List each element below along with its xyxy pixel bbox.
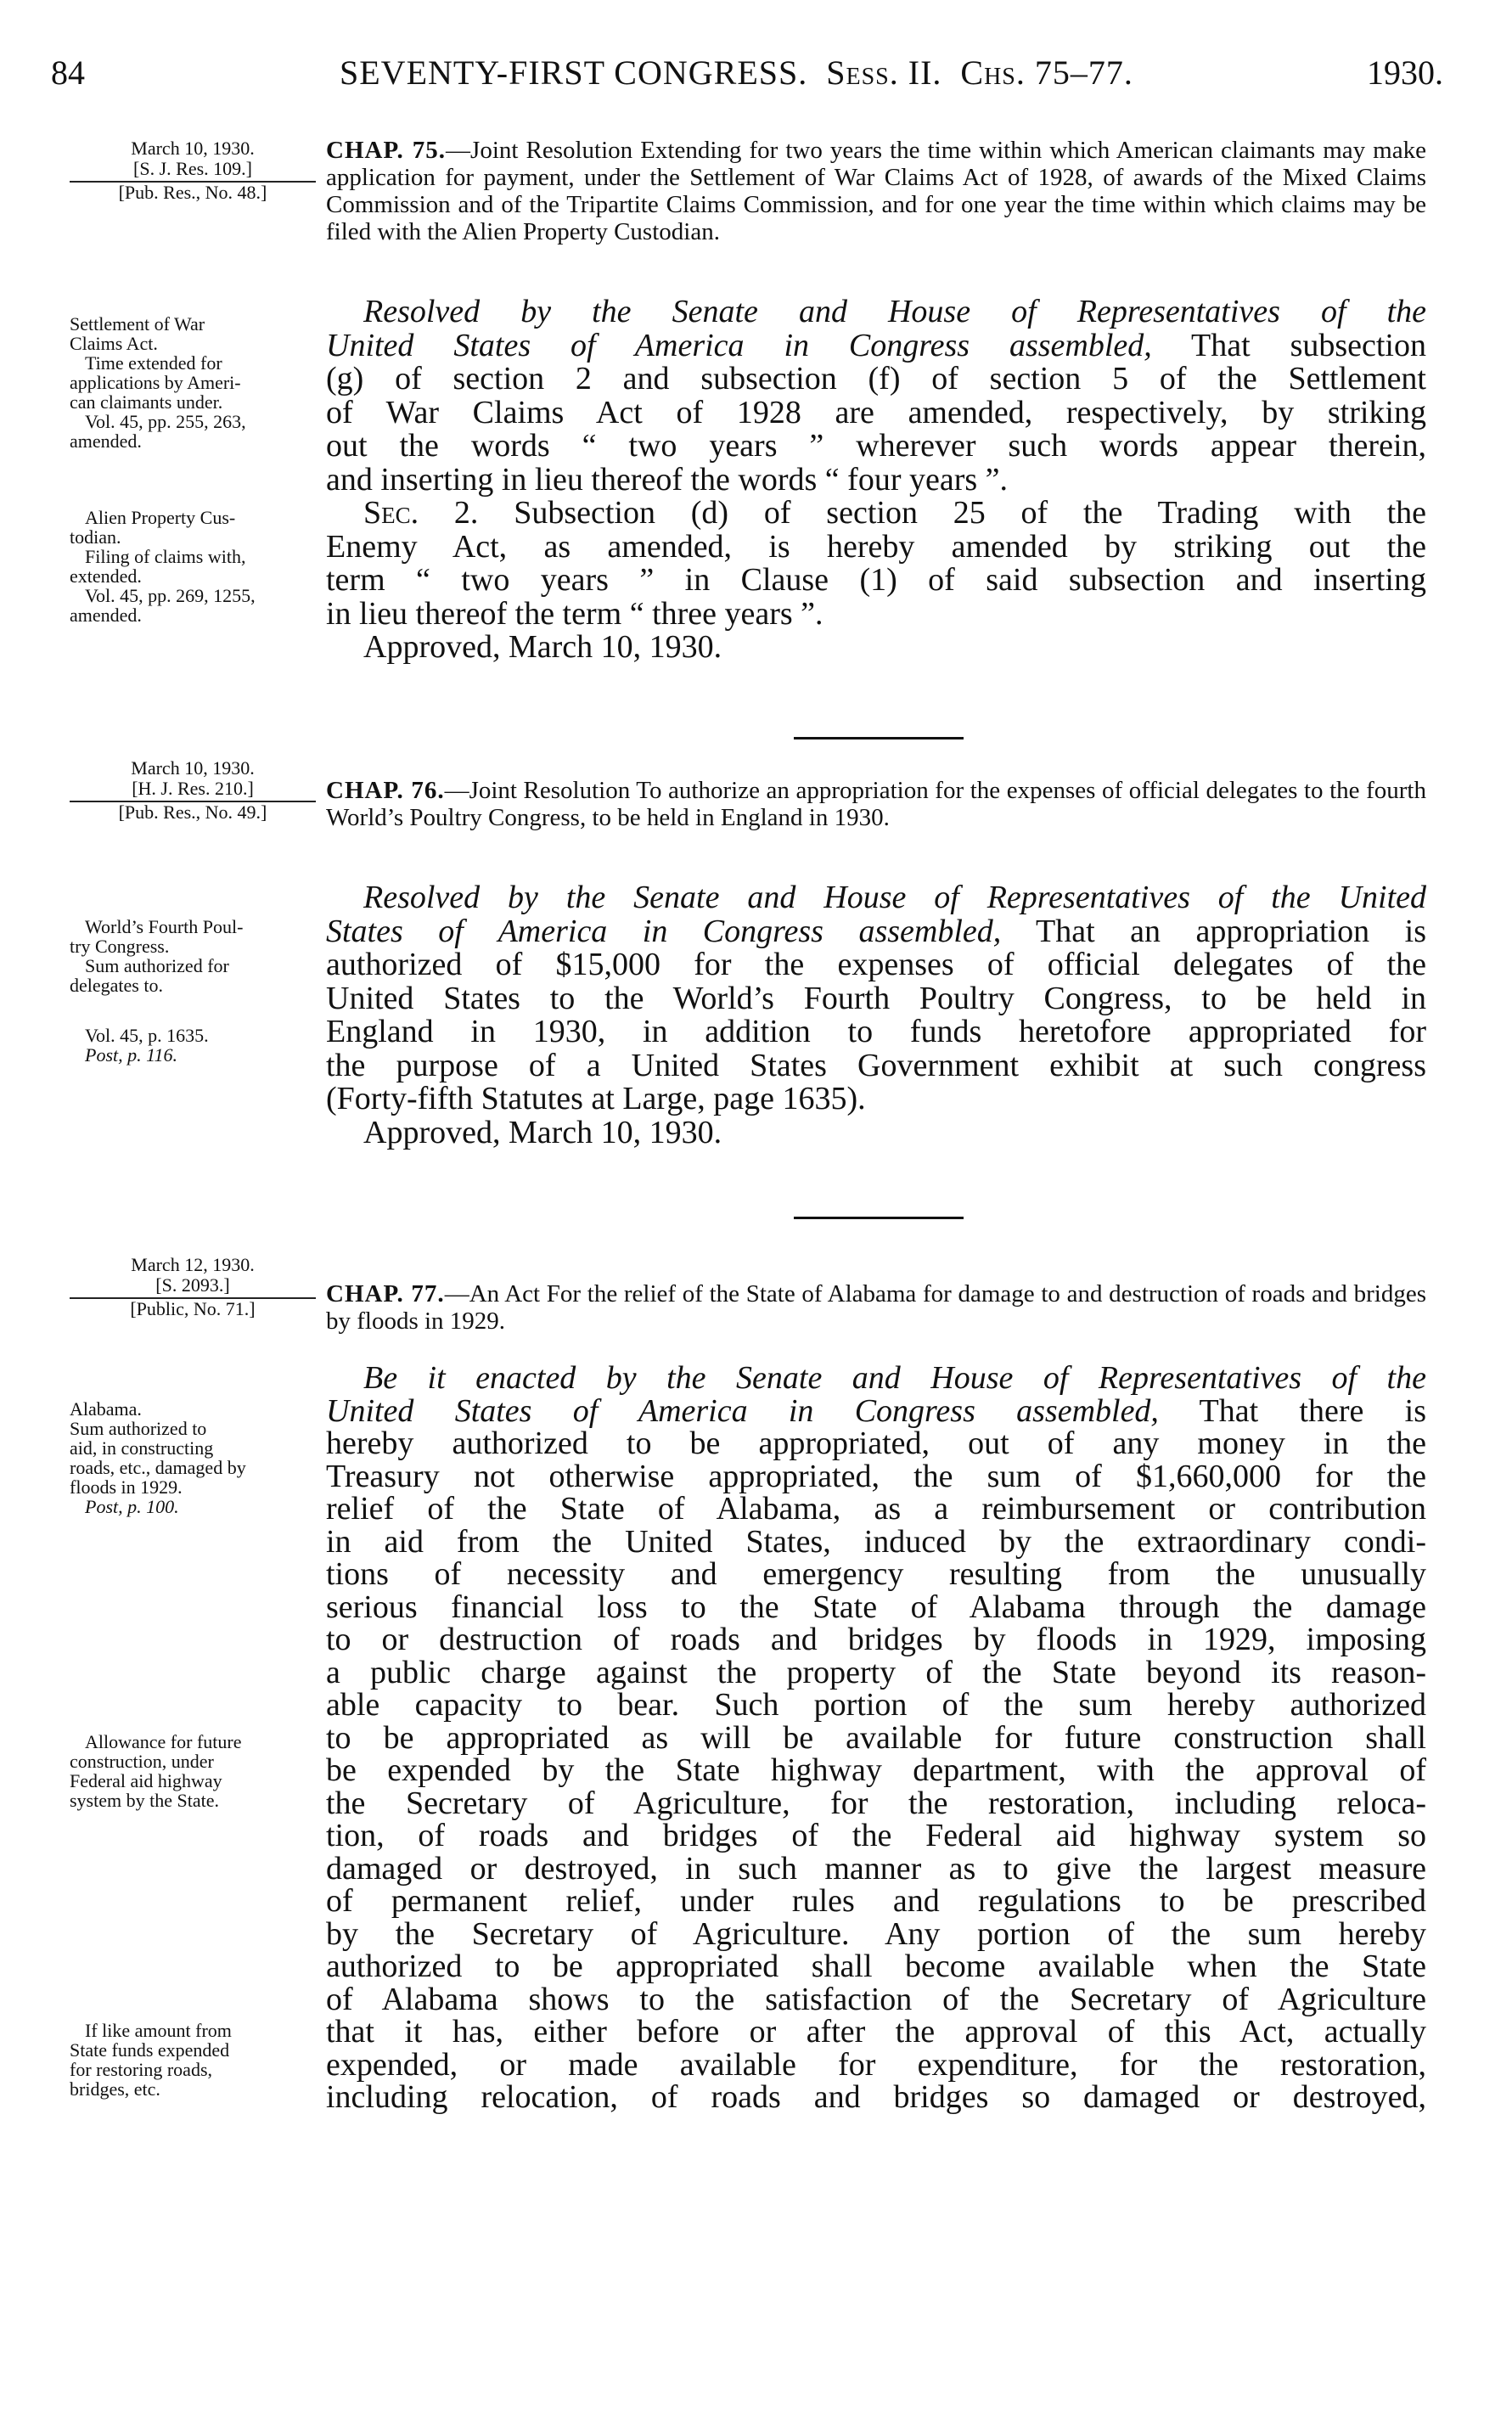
note-line: construction, under <box>70 1751 214 1772</box>
chap77-ref: [S. 2093.] <box>155 1274 230 1296</box>
chap76-pub: [Pub. Res., No. 49.] <box>118 801 267 823</box>
note-line: World’s Fourth Poul- <box>85 916 244 937</box>
page-number: 84 <box>51 53 85 92</box>
chap77-label: CHAP. 77. <box>326 1280 445 1307</box>
note-line: roads, etc., damaged by <box>70 1457 246 1478</box>
enacting-clause-line: Resolved by the Senate and House of Representatives of the United <box>363 880 1426 915</box>
running-header <box>51 53 1443 104</box>
body-line: United States to the World’s Fourth Poultry Congress, to be held in <box>326 980 1426 1016</box>
note-line: amended. <box>70 604 142 626</box>
chap75-body <box>326 295 1426 665</box>
body-line: in aid from the United States, induced by the extraordinary condi- <box>326 1523 1426 1560</box>
chap77-pub: [Public, No. 71.] <box>130 1298 256 1319</box>
note-line: Filing of claims with, <box>85 546 246 567</box>
enacting-clause-line: Be it enacted by the Senate and House of Representatives of the <box>363 1360 1426 1396</box>
body-line: Sec. 2. Subsection (d) of section 25 of the Trading with the <box>363 495 1426 531</box>
chap75-title-text: —Joint Resolution Extending for two years the time within which American claimants may make application for payment, under the Settlement of War Claims Act of 1928, of awards of the Mixed Claims Commission and of the Tripartite Claims Commission, and for one year the time within which claims may be filed with the Alien Property Custodian. <box>326 137 1426 245</box>
body-line: of War Claims Act of 1928 are amended, respectively, by striking <box>326 394 1426 430</box>
note-line: applications by Ameri- <box>70 372 241 393</box>
note-line: can claimants under. <box>70 391 223 413</box>
body-line: able capacity to bear. Such portion of the sum hereby authorized <box>326 1687 1426 1723</box>
body-line: to or destruction of roads and bridges by floods in 1929, imposing <box>326 1622 1426 1657</box>
body-line: a public charge against the property of the State beyond its reason- <box>326 1654 1426 1690</box>
chap75-note-alien-property <box>70 508 316 625</box>
body-line: (Forty-fifth Statutes at Large, page 1635). <box>326 1081 866 1116</box>
separator-rule <box>794 737 964 739</box>
note-line: for restoring roads, <box>70 2059 213 2080</box>
note-line: Alien Property Cus- <box>85 507 236 528</box>
chap75-heading <box>326 137 1426 245</box>
note-line: Time extended for <box>85 352 222 374</box>
chap77-heading <box>326 1280 1426 1335</box>
chap75-label: CHAP. 75. <box>326 137 447 164</box>
chap77-margin-citation <box>70 1255 316 1319</box>
note-line: State funds expended <box>70 2039 230 2061</box>
chap76-margin-citation <box>70 758 316 823</box>
note-line: Sum authorized to <box>70 1418 207 1439</box>
congress-title: SEVENTY-FIRST CONGRESS. <box>340 53 808 92</box>
chap75-note-settlement <box>70 314 316 451</box>
chap75-approved: Approved, March 10, 1930. <box>363 629 722 665</box>
body-line: expended, or made available for expenditure, for the restoration, <box>326 2046 1426 2083</box>
body-line: and inserting in lieu thereof the words “ four years ”. <box>326 461 1009 498</box>
note-line: Federal aid highway <box>70 1770 222 1791</box>
body-line: in lieu thereof the term “ three years ”. <box>326 595 823 632</box>
note-line: Post, p. 116. <box>85 1044 177 1066</box>
chap76-ref: [H. J. Res. 210.] <box>132 778 254 799</box>
body-line: United States of America in Congress assembled, That there is <box>326 1392 1426 1429</box>
note-line: Post, p. 100. <box>85 1496 179 1517</box>
note-line: system by the State. <box>70 1790 219 1811</box>
note-line: delegates to. <box>70 975 163 996</box>
separator-rule <box>794 1217 964 1219</box>
body-line: of permanent relief, under rules and regulations to be prescribed <box>326 1883 1426 1919</box>
chap77-date: March 12, 1930. <box>131 1254 255 1275</box>
chap76-title-text: —Joint Resolution To authorize an appropriation for the expenses of official delegates to the fourth World’s Poultry Congress, to be held in England in 1930. <box>326 777 1426 831</box>
running-title <box>340 53 1133 93</box>
session-label: Sess. II. <box>826 53 942 92</box>
chap75-date: March 10, 1930. <box>131 138 255 159</box>
chap76-approved: Approved, March 10, 1930. <box>363 1114 722 1150</box>
body-line: (g) of section 2 and subsection (f) of section 5 of the Settlement <box>326 361 1426 396</box>
body-line: tions of necessity and emergency resulting from the unusually <box>326 1556 1426 1592</box>
chap76-note-poultry <box>70 917 316 995</box>
chap77-body <box>326 1362 1426 2114</box>
enacting-clause-line: Resolved by the Senate and House of Representatives of the <box>363 294 1426 329</box>
body-line: out the words “ two years ” wherever such words appear therein, <box>326 428 1426 464</box>
chap75-pub: [Pub. Res., No. 48.] <box>118 182 267 203</box>
note-line: Settlement of War <box>70 313 205 335</box>
note-line: todian. <box>70 526 121 548</box>
chap76-label: CHAP. 76. <box>326 777 445 804</box>
chap75-margin-citation <box>70 138 316 203</box>
note-line: Alabama. <box>70 1398 142 1420</box>
chap76-date: March 10, 1930. <box>131 757 255 779</box>
body-line: authorized to be appropriated shall become available when the State <box>326 1948 1426 1984</box>
note-line: Vol. 45, pp. 269, 1255, <box>85 585 256 606</box>
body-line: hereby authorized to be appropriated, out of any money in the <box>326 1425 1426 1461</box>
chap77-note-future-construction <box>70 1732 316 1810</box>
header-year: 1930. <box>1367 53 1443 92</box>
note-line: Vol. 45, p. 1635. <box>85 1025 209 1046</box>
body-line: authorized of $15,000 for the expenses of official delegates of the <box>326 947 1426 982</box>
chap77-title-text: —An Act For the relief of the State of Alabama for damage to and destruction of roads and bridges by floods in 1929. <box>326 1280 1426 1335</box>
note-line: bridges, etc. <box>70 2078 160 2100</box>
note-line: Allowance for future <box>85 1731 242 1752</box>
chap77-note-alabama <box>70 1399 316 1516</box>
note-line: Sum authorized for <box>85 955 229 976</box>
note-line: extended. <box>70 565 142 587</box>
note-line: try Congress. <box>70 936 170 957</box>
chap77-note-state-funds <box>70 2021 316 2099</box>
body-line: United States of America in Congress assembled, That subsection <box>326 327 1426 363</box>
body-line: States of America in Congress assembled, That an appropriation is <box>326 913 1426 949</box>
body-line: of Alabama shows to the satisfaction of the Secretary of Agriculture <box>326 1981 1426 2017</box>
body-line: tion, of roads and bridges of the Federal aid highway system so <box>326 1818 1426 1853</box>
chap76-note-volume <box>70 1026 316 1065</box>
chapters-label: Chs. 75–77. <box>960 53 1133 92</box>
note-line: If like amount from <box>85 2020 232 2041</box>
body-line: by the Secretary of Agriculture. Any portion of the sum hereby <box>326 1915 1426 1952</box>
body-line: to be appropriated as will be available for future construction shall <box>326 1719 1426 1756</box>
body-line: damaged or destroyed, in such manner as to give the largest measure <box>326 1850 1426 1887</box>
body-line: Treasury not otherwise appropriated, the sum of $1,660,000 for the <box>326 1458 1426 1494</box>
body-line: the Secretary of Agriculture, for the restoration, including reloca- <box>326 1785 1426 1821</box>
note-line: floods in 1929. <box>70 1476 183 1498</box>
note-line: aid, in constructing <box>70 1437 214 1459</box>
body-line: England in 1930, in addition to funds heretofore appropriated for <box>326 1014 1426 1049</box>
chap76-heading <box>326 777 1426 831</box>
body-line: Enemy Act, as amended, is hereby amended by striking out the <box>326 528 1426 565</box>
body-line: relief of the State of Alabama, as a reimbursement or contribution <box>326 1491 1426 1527</box>
body-line: be expended by the State highway department, with the approval of <box>326 1752 1426 1788</box>
body-line: term “ two years ” in Clause (1) of said subsection and inserting <box>326 562 1426 598</box>
note-line: Claims Act. <box>70 333 158 354</box>
note-line: Vol. 45, pp. 255, 263, <box>85 411 246 432</box>
body-line: serious financial loss to the State of Alabama through the damage <box>326 1589 1426 1625</box>
body-line: that it has, either before or after the approval of this Act, actually <box>326 2014 1426 2050</box>
body-line: including relocation, of roads and bridges so damaged or destroyed, <box>326 2079 1426 2115</box>
note-line: amended. <box>70 430 142 452</box>
chap75-ref: [S. J. Res. 109.] <box>133 158 252 179</box>
chap76-body <box>326 881 1426 1150</box>
body-line: the purpose of a United States Government exhibit at such congress <box>326 1047 1426 1083</box>
